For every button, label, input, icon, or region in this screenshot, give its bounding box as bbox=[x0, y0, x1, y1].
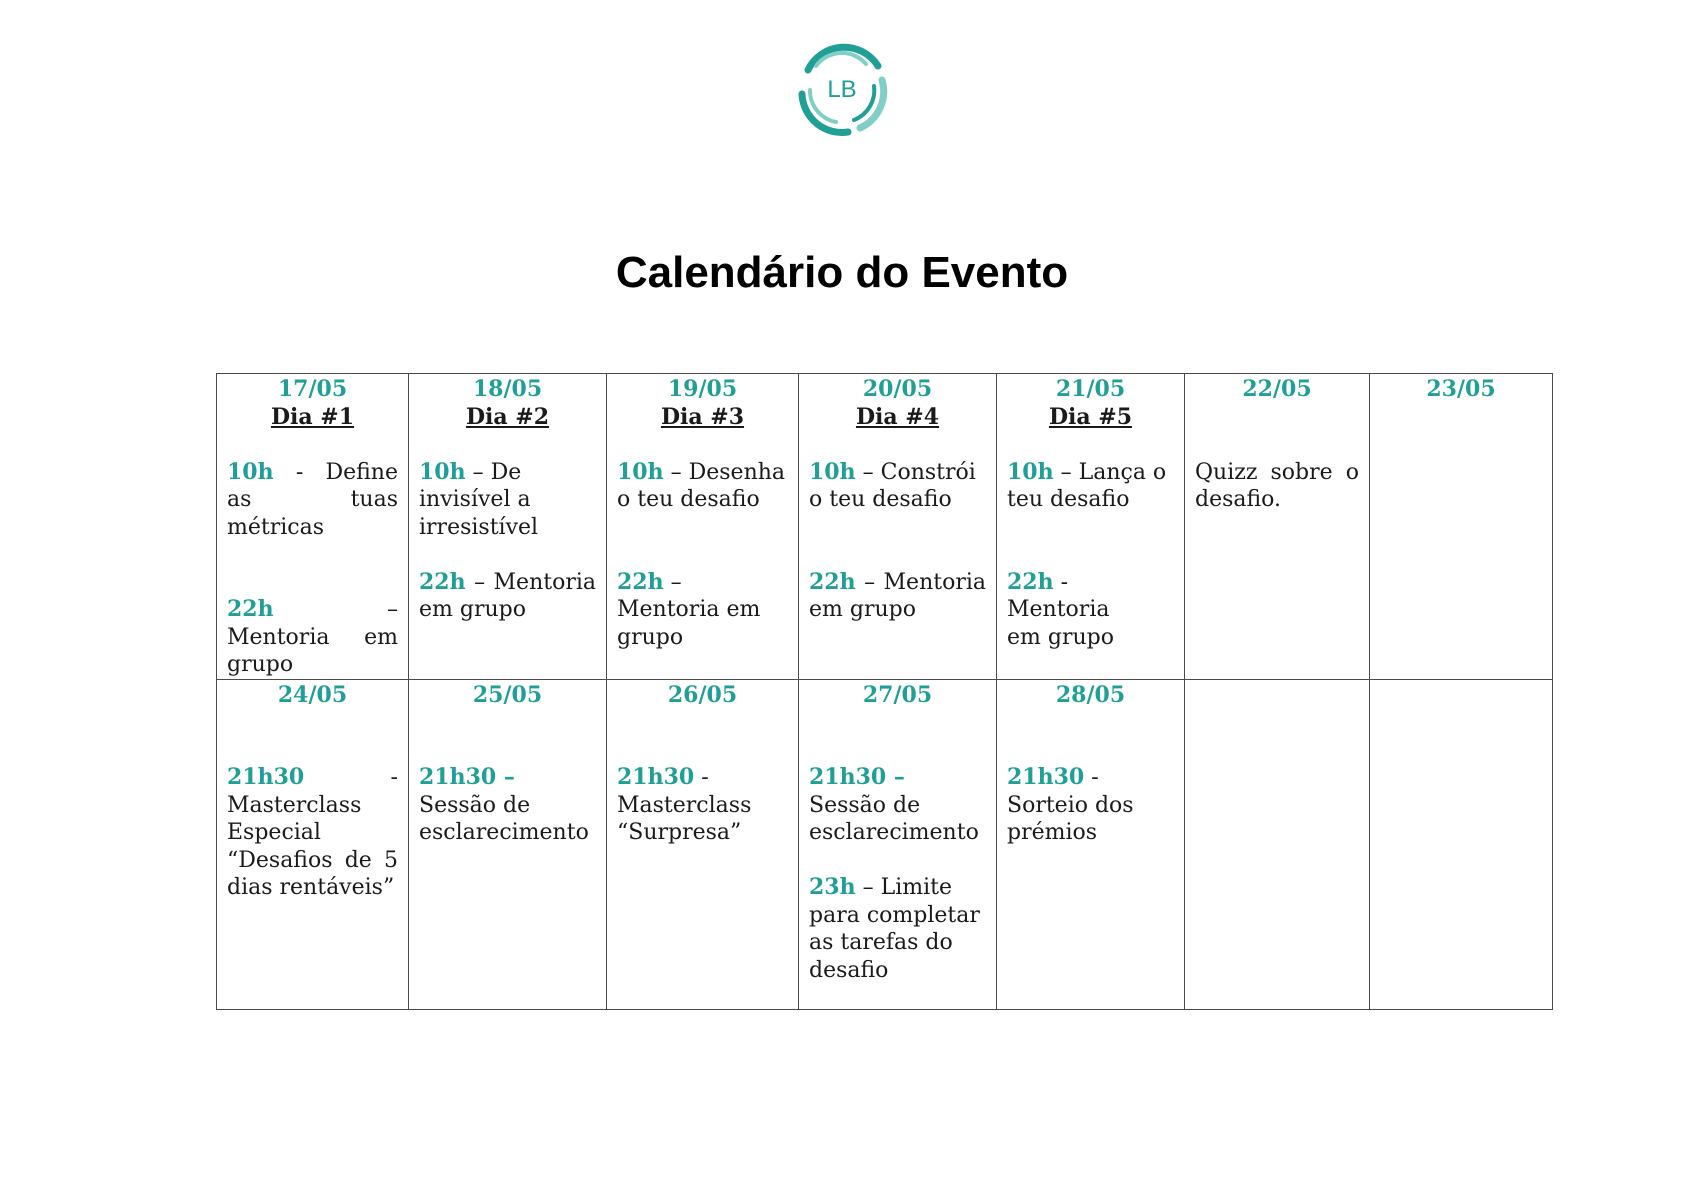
event-text: Quizz sobre o desafio. bbox=[1195, 459, 1359, 512]
page-title: Calendário do Evento bbox=[615, 248, 1069, 297]
day-label: Dia #4 bbox=[855, 403, 940, 430]
day-cell-17-05 bbox=[217, 374, 409, 680]
date-label: 28/05 bbox=[1055, 681, 1126, 708]
day-label: Dia #2 bbox=[465, 403, 550, 430]
event-time: 22h bbox=[617, 568, 664, 595]
event-text: – Mentoria em grupo bbox=[809, 569, 986, 622]
event-item bbox=[227, 596, 398, 679]
day-label: Dia #1 bbox=[270, 403, 355, 430]
event-item bbox=[809, 459, 986, 514]
day-cell-20-05 bbox=[799, 374, 997, 680]
event-item bbox=[1007, 459, 1174, 514]
event-item bbox=[419, 569, 596, 624]
event-text: – Mentoria em grupo bbox=[617, 569, 761, 650]
event-text: - Masterclass Especial “Desafios de 5 dias rentáveis” bbox=[227, 765, 398, 900]
empty-cell bbox=[1370, 679, 1553, 1009]
event-text: Sessão de esclarecimento bbox=[419, 792, 589, 845]
event-calendar-table bbox=[216, 373, 1553, 1010]
date-label: 25/05 bbox=[472, 681, 543, 708]
event-time: 21h30 – bbox=[809, 764, 905, 790]
event-time: 23h bbox=[809, 874, 856, 900]
date-label: 27/05 bbox=[862, 681, 933, 708]
event-text: – Mentoria em grupo bbox=[419, 569, 596, 622]
event-text: – Mentoria em grupo bbox=[227, 597, 398, 677]
week-1-row bbox=[217, 374, 1553, 680]
event-time: 21h30 – bbox=[419, 764, 515, 790]
date-label: 26/05 bbox=[667, 681, 738, 708]
event-item bbox=[617, 764, 767, 847]
event-text: - Sorteio dos prémios bbox=[1007, 765, 1134, 845]
event-item bbox=[809, 874, 986, 984]
day-cell-25-05 bbox=[409, 679, 607, 1009]
event-text: – Limite para completar as tarefas do desafio bbox=[809, 875, 980, 983]
logo-text: LB bbox=[827, 76, 857, 103]
event-item bbox=[809, 569, 986, 624]
event-item bbox=[1007, 569, 1147, 652]
event-text: – Constrói o teu desafio bbox=[809, 459, 976, 512]
day-cell-18-05 bbox=[409, 374, 607, 680]
date-label: 18/05 bbox=[472, 376, 543, 402]
event-item bbox=[419, 764, 596, 847]
date-label: 24/05 bbox=[277, 681, 348, 708]
event-time: 10h bbox=[227, 458, 274, 485]
event-item bbox=[617, 569, 788, 652]
day-cell-23-05 bbox=[1370, 374, 1553, 680]
event-item bbox=[1007, 764, 1137, 847]
event-time: 21h30 bbox=[1007, 764, 1085, 790]
event-text: - Mentoria em grupo bbox=[1007, 569, 1114, 650]
event-item bbox=[227, 459, 398, 542]
day-cell-26-05 bbox=[607, 679, 799, 1009]
event-time: 10h bbox=[617, 458, 664, 485]
event-item bbox=[227, 764, 398, 902]
empty-cell bbox=[1185, 679, 1370, 1009]
event-time: 10h bbox=[809, 458, 856, 485]
day-cell-28-05 bbox=[997, 679, 1185, 1009]
date-label: 22/05 bbox=[1242, 376, 1312, 402]
day-cell-21-05 bbox=[997, 374, 1185, 680]
event-time: 22h bbox=[419, 568, 466, 595]
event-time: 21h30 bbox=[227, 764, 305, 790]
event-time: 10h bbox=[419, 458, 466, 485]
event-text: - Masterclass “Surpresa” bbox=[617, 765, 752, 845]
event-item bbox=[419, 459, 596, 542]
event-text: – De invisível a irresistível bbox=[419, 459, 539, 540]
event-time: 22h bbox=[227, 596, 274, 622]
event-text: Sessão de esclarecimento bbox=[809, 792, 979, 845]
date-label: 21/05 bbox=[1055, 376, 1126, 402]
date-label: 23/05 bbox=[1426, 376, 1496, 402]
event-time: 22h bbox=[809, 568, 856, 595]
day-cell-22-05 bbox=[1185, 374, 1370, 680]
day-cell-27-05 bbox=[799, 679, 997, 1009]
event-item bbox=[809, 764, 986, 847]
event-text: - Define as tuas métricas bbox=[227, 459, 398, 540]
event-time: 21h30 bbox=[617, 764, 695, 790]
week-2-row bbox=[217, 679, 1553, 1009]
event-time: 22h bbox=[1007, 568, 1054, 595]
day-label: Dia #3 bbox=[660, 403, 745, 430]
event-item bbox=[617, 459, 788, 514]
date-label: 19/05 bbox=[667, 376, 738, 402]
day-label: Dia #5 bbox=[1048, 403, 1133, 430]
lb-logo bbox=[790, 36, 894, 140]
date-label: 20/05 bbox=[862, 376, 933, 402]
day-cell-24-05 bbox=[217, 679, 409, 1009]
event-text: – Desenha o teu desafio bbox=[617, 459, 786, 512]
event-text: – Lança o teu desafio bbox=[1007, 459, 1167, 512]
event-time: 10h bbox=[1007, 458, 1054, 485]
day-cell-19-05 bbox=[607, 374, 799, 680]
date-label: 17/05 bbox=[277, 376, 348, 402]
